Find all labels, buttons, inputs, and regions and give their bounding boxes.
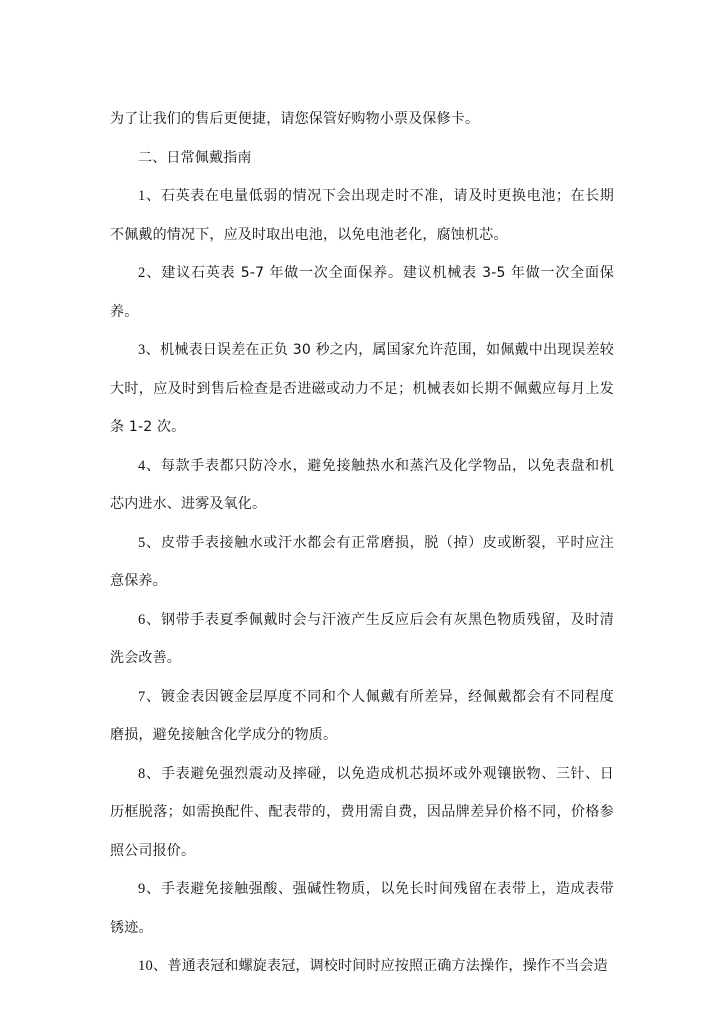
item-number: 5、: [138, 534, 162, 551]
item-number: 9、: [138, 881, 162, 897]
list-item: [110, 177, 614, 254]
list-item: [110, 254, 614, 331]
item-number: 3、: [138, 342, 161, 358]
item-text: 手表避免强烈震动及摔碰，以免造成机芯损坏或外观镶嵌物、三针、日历框脱落；如需换配件、配表带的，费用需自费，因品牌差异价格不同，价格参照公司报价。: [110, 765, 615, 859]
item-text: 建议石英表 5-7 年做一次全面保养。建议机械表 3-5 年做一次全面保养。: [110, 265, 614, 320]
item-text: 手表避免接触强酸、强碱性物质，以免长时间残留在表带上，造成表带锈迹。: [110, 881, 615, 936]
list-item: [110, 524, 614, 601]
item-number: 1、: [138, 188, 162, 204]
item-number: 8、: [138, 765, 162, 782]
intro-paragraph-tail: [110, 100, 614, 139]
list-item: [110, 870, 614, 947]
item-text: 石英表在电量低弱的情况下会出现走时不准，请及时更换电池；在长期不佩戴的情况下，应及时取出电池，以免电池老化，腐蚀机芯。: [110, 188, 615, 243]
list-item: [110, 331, 614, 447]
item-text: 钢带手表夏季佩戴时会与汗液产生反应后会有灰黑色物质残留，及时清洗会改善。: [110, 611, 615, 666]
item-number: 7、: [138, 688, 162, 705]
item-number: 2、: [138, 265, 162, 281]
item-text: 普通表冠和螺旋表冠，调校时间时应按照正确方法操作，操作不当会造: [167, 958, 608, 974]
item-number: 6、: [138, 611, 162, 628]
list-item: [110, 678, 614, 755]
section-heading-text: 二、日常佩戴指南: [138, 149, 252, 166]
item-number: 10、: [138, 958, 168, 974]
item-text: 机械表日误差在正负 30 秒之内，属国家允许范围，如佩戴中出现误差较大时，应及时到售后检查是否进磁或动力不足；机械表如长期不佩戴应每月上发条 1-2 次。: [110, 342, 614, 435]
list-item: [110, 601, 614, 678]
intro-text: 为了让我们的售后更便捷，请您保管好购物小票及保修卡。: [110, 111, 480, 127]
list-item: [110, 447, 614, 524]
list-item: [110, 755, 614, 871]
item-number: 4、: [138, 457, 162, 474]
list-item: [110, 947, 614, 986]
item-text: 镀金表因镀金层厚度不同和个人佩戴有所差异，经佩戴都会有不同程度磨损，避免接触含化学成分的物质。: [110, 688, 615, 743]
document-body: [110, 100, 614, 986]
item-text: 每款手表都只防冷水，避免接触热水和蒸汽及化学物品，以免表盘和机芯内进水、进雾及氧化。: [110, 457, 615, 512]
section-heading: [110, 139, 614, 178]
item-text: 皮带手表接触水或汗水都会有正常磨损，脱（掉）皮或断裂，平时应注意保养。: [110, 534, 615, 589]
